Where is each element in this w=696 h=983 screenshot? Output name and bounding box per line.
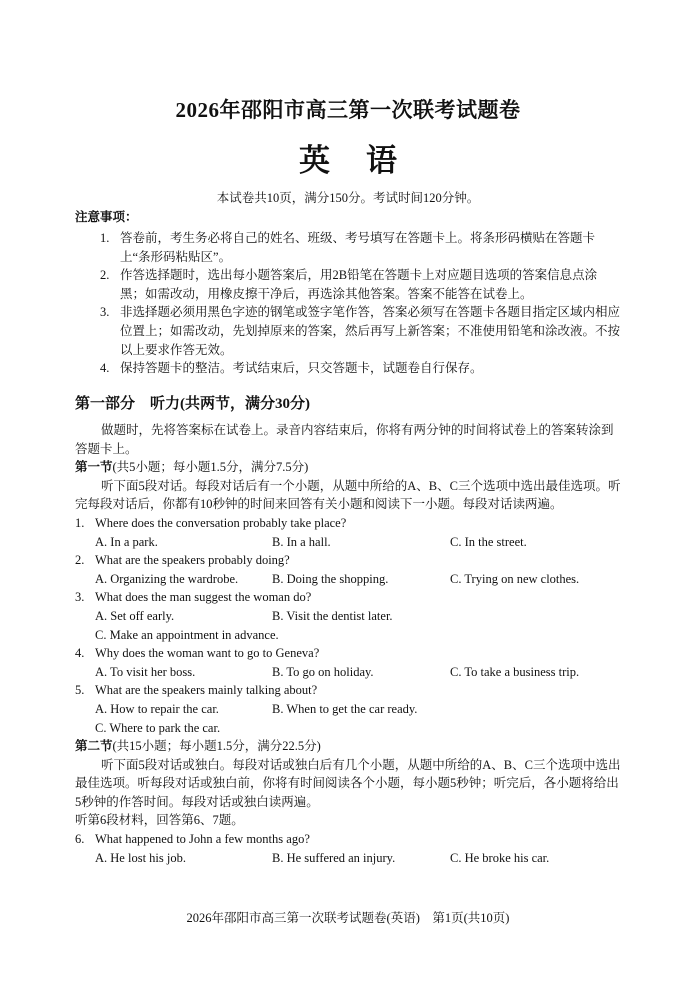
question-3 bbox=[75, 588, 623, 644]
note-number: 3. bbox=[100, 305, 110, 320]
section-title: 第一节 bbox=[75, 460, 113, 475]
note-text: 保持答题卡的整洁。考试结束后，只交答题卡，试题卷自行保存。 bbox=[120, 361, 483, 376]
question-number: 4. bbox=[75, 646, 85, 661]
subject-char: 英 bbox=[299, 143, 330, 178]
option-b: B. In a hall. bbox=[272, 534, 331, 549]
exam-info: 本试卷共10页，满分150分。考试时间120分钟。 bbox=[216, 191, 480, 205]
subject-title bbox=[0, 135, 696, 180]
notes-heading: 注意事项： bbox=[75, 210, 138, 224]
note-number: 4. bbox=[100, 361, 110, 376]
question-number: 5. bbox=[75, 683, 85, 698]
section-title: 第二节 bbox=[75, 739, 113, 754]
option-c: C. Where to park the car. bbox=[95, 720, 221, 735]
exam-title: 2026年邵阳市高三第一次联考试题卷 bbox=[175, 98, 521, 122]
question-number: 6. bbox=[75, 832, 85, 847]
question-text: Where does the conversation probably take place? bbox=[95, 515, 347, 530]
part1-heading: 第一部分 听力(共两节，满分30分) bbox=[75, 396, 310, 412]
option-c: C. He broke his car. bbox=[450, 850, 550, 865]
option-b: B. To go on holiday. bbox=[272, 664, 374, 679]
notes-list bbox=[100, 229, 622, 378]
page-footer: 2026年邵阳市高三第一次联考试题卷(英语) 第1页(共10页) bbox=[186, 911, 510, 925]
question-text: What does the man suggest the woman do? bbox=[95, 590, 312, 605]
question-text: What are the speakers mainly talking about? bbox=[95, 683, 318, 698]
option-b: B. When to get the car ready. bbox=[272, 701, 418, 716]
material-note: 听第6段材料，回答第6、7题。 bbox=[75, 813, 244, 828]
option-b: B. He suffered an injury. bbox=[272, 850, 396, 865]
question-number: 2. bbox=[75, 553, 85, 568]
option-a: A. He lost his job. bbox=[95, 850, 186, 865]
option-c: C. Make an appointment in advance. bbox=[95, 627, 279, 642]
section2-instructions: 听下面5段对话或独白。每段对话或独白后有几个小题，从题中所给的A、B、C三个选项中选出最佳选项。听每段对话或独白前，你将有时间阅读各个小题，每小题5秒钟；听完后，各小题将给出5秒钟的作答时间。每段对话或独白读两遍。 bbox=[75, 757, 621, 809]
part1-body bbox=[75, 421, 623, 867]
question-number: 3. bbox=[75, 590, 85, 605]
note-text: 作答选择题时，选出每小题答案后，用2B铅笔在答题卡上对应题目选项的答案信息点涂黑；如需改动，用橡皮擦干净后，再选涂其他答案。答案不能答在试卷上。 bbox=[120, 268, 598, 301]
question-number: 1. bbox=[75, 515, 85, 530]
note-number: 2. bbox=[100, 268, 110, 283]
option-c: C. To take a business trip. bbox=[450, 664, 580, 679]
section1-instructions: 听下面5段对话。每段对话后有一个小题，从题中所给的A、B、C三个选项中选出最佳选项。听完每段对话后，你都有10秒钟的时间来回答有关小题和阅读下一小题。每段对话读两遍。 bbox=[75, 478, 621, 512]
section2-heading bbox=[75, 737, 623, 756]
note-item bbox=[100, 266, 622, 303]
question-2 bbox=[75, 551, 623, 588]
subject-char: 语 bbox=[366, 143, 397, 178]
section-note: (共15小题；每小题1.5分，满分22.5分) bbox=[112, 739, 321, 754]
option-c: C. In the street. bbox=[450, 534, 527, 549]
section1-heading bbox=[75, 458, 623, 477]
note-item bbox=[100, 303, 622, 359]
note-number: 1. bbox=[100, 231, 110, 245]
option-c: C. Trying on new clothes. bbox=[450, 571, 580, 586]
option-a: A. In a park. bbox=[95, 534, 158, 549]
option-b: B. Doing the shopping. bbox=[272, 571, 389, 586]
note-item bbox=[100, 229, 622, 266]
question-text: What happened to John a few months ago? bbox=[95, 832, 310, 847]
section-note: (共5小题；每小题1.5分，满分7.5分) bbox=[112, 460, 309, 475]
part1-intro: 做题时，先将答案标在试卷上。录音内容结束后，你将有两分钟的时间将试卷上的答案转涂到答题卡上。 bbox=[75, 423, 614, 456]
option-a: A. Organizing the wardrobe. bbox=[95, 571, 239, 586]
question-1 bbox=[75, 514, 623, 551]
question-5 bbox=[75, 681, 623, 737]
question-6 bbox=[75, 830, 623, 867]
note-item bbox=[100, 359, 622, 378]
option-a: A. To visit her boss. bbox=[95, 664, 196, 679]
option-a: A. How to repair the car. bbox=[95, 701, 219, 716]
question-4 bbox=[75, 644, 623, 681]
note-text: 非选择题必须用黑色字迹的钢笔或签字笔作答，答案必须写在答题卡各题目指定区域内相应位置上；如需改动，先划掉原来的答案，然后再写上新答案；不准使用铅笔和涂改液。不按以上要求作答无效。 bbox=[120, 305, 621, 357]
option-a: A. Set off early. bbox=[95, 608, 175, 623]
question-text: What are the speakers probably doing? bbox=[95, 553, 290, 568]
note-text: 答卷前，考生务必将自己的姓名、班级、考号填写在答题卡上。将条形码横贴在答题卡上“条形码粘贴区”。 bbox=[120, 231, 596, 264]
question-text: Why does the woman want to go to Geneva? bbox=[95, 646, 320, 661]
option-b: B. Visit the dentist later. bbox=[272, 608, 393, 623]
